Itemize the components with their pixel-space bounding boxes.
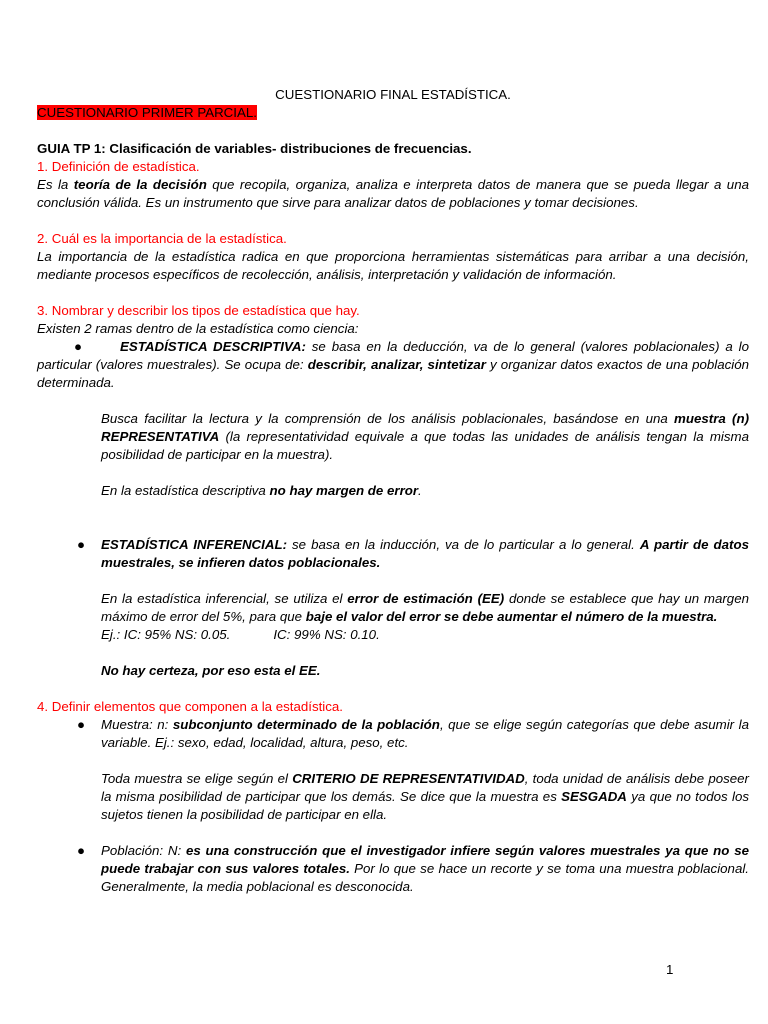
list-item-poblacion: ● Población: N: es una construcción que el investigador infiere según valores muestrales ya que no se puede trabajar con sus valores totales. Por lo que se hace un recorte y se toma una muestra poblacional. Generalmente, la media poblacional es desconocida. (77, 843, 749, 894)
descriptiva-paragraph-2: Busca facilitar la lectura y la comprensión de los análisis poblacionales, basándose en una muestra (n) REPRESENTATIVA (la representatividad equivale a que todas las unidades de análisis tengan la misma posibilidad de participar en la muestra). (101, 411, 750, 462)
list-item-muestra: ● Muestra: n: subconjunto determinado de la población, que se elige según categorías que debe asumir la variable. Ej.: sexo, edad, localidad, altura, peso, etc. (77, 717, 749, 750)
bullet: ● (77, 717, 86, 732)
q4-heading: 4. Definir elementos que componen a la estadística. (37, 699, 344, 714)
q1-answer: Es la teoría de la decisión que recopila, organiza, analiza e interpreta datos de manera que se pueda llegar a una conclusión válida. Es un instrumento que sirve para analizar datos de poblaciones y tomar decisiones. (37, 177, 749, 210)
q3-intro: Existen 2 ramas dentro de la estadística como ciencia: (37, 321, 359, 336)
inferencial-example: Ej.: IC: 95% NS: 0.05. IC: 99% NS: 0.10. (101, 627, 380, 642)
inferencial-paragraph-2: En la estadística inferencial, se utiliza el error de estimación (EE) donde se establece que hay un margen máximo de error del 5%, para que baje el valor del error se debe aumentar el número de la muestra. (101, 591, 749, 624)
descriptiva-paragraph-3: En la estadística descriptiva no hay margen de error. (101, 483, 422, 498)
section-heading: CUESTIONARIO PRIMER PARCIAL. (37, 105, 257, 120)
inferencial-note: No hay certeza, por eso esta el EE. (101, 663, 321, 678)
page-number: 1 (666, 962, 674, 977)
q2-heading: 2. Cuál es la importancia de la estadística. (37, 231, 287, 246)
q3-heading: 3. Nombrar y describir los tipos de estadística que hay. (37, 303, 360, 318)
list-item-inferencial: ● ESTADÍSTICA INFERENCIAL: se basa en la inducción, va de lo particular a lo general. A partir de datos muestrales, se infieren datos poblacionales. (77, 537, 749, 570)
q2-answer: La importancia de la estadística radica en que proporciona herramientas sistemáticas para arribar a una decisión, mediante procesos específicos de recolección, análisis, interpretación y validación de información. (37, 249, 749, 282)
list-item-descriptiva: ● ESTADÍSTICA DESCRIPTIVA: se basa en la deducción, va de lo general (valores poblacionales) a lo particular (valores muestrales). Se ocupa de: describir, analizar, sintetizar y organizar datos exactos de una población determinada. (37, 339, 750, 390)
bullet: ● (77, 843, 86, 858)
document-body (37, 86, 749, 896)
document-title: CUESTIONARIO FINAL ESTADÍSTICA. (275, 87, 511, 102)
q1-heading: 1. Definición de estadística. (37, 159, 200, 174)
bullet: ● (77, 537, 86, 552)
bullet: ● (74, 339, 83, 354)
muestra-paragraph-2: Toda muestra se elige según el CRITERIO DE REPRESENTATIVIDAD, toda unidad de análisis debe poseer la misma posibilidad de participar que los demás. Se dice que la muestra es SESGADA ya que no todos los sujetos tienen la posibilidad de participar en ella. (101, 771, 749, 822)
guide-heading: GUIA TP 1: Clasificación de variables- distribuciones de frecuencias. (37, 141, 472, 156)
